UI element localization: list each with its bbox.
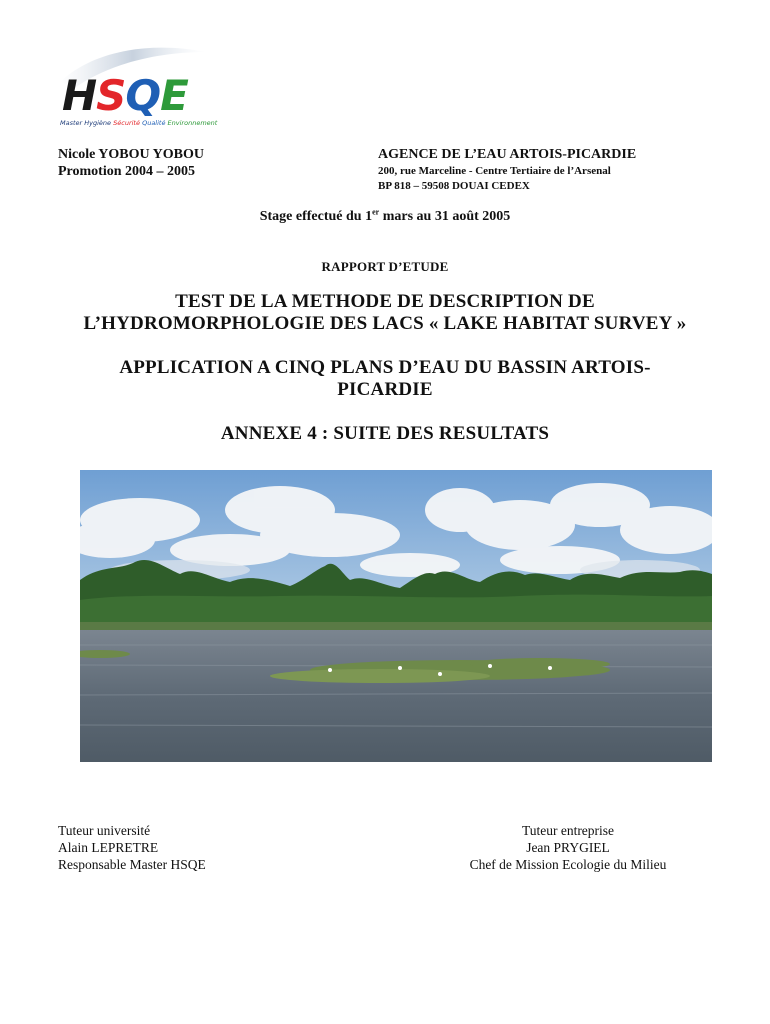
lake-photo (80, 470, 712, 762)
author-block (58, 146, 204, 180)
stage-dates (0, 209, 770, 225)
tagline-part4: Environnement (167, 119, 218, 127)
tutor-university-title: Responsable Master HSQE (58, 857, 206, 872)
stage-suffix: mars au 31 août 2005 (379, 209, 511, 224)
agency-block (378, 146, 636, 194)
agency-name: AGENCE DE L’EAU ARTOIS-PICARDIE (378, 147, 637, 162)
application-title-line2: PICARDIE (337, 379, 433, 400)
main-title-line1: TEST DE LA METHODE DE DESCRIPTION DE (175, 291, 595, 312)
tutor-company-title: Chef de Mission Ecologie du Milieu (469, 857, 667, 872)
stage-superscript: er (372, 207, 380, 217)
tagline-part3: Qualité (142, 119, 166, 127)
tagline-part1: Master Hygiène (60, 119, 112, 127)
report-type: RAPPORT D’ETUDE (321, 259, 449, 274)
main-title-line2: L’HYDROMORPHOLOGIE DES LACS « LAKE HABITAT SURVEY » (83, 313, 687, 334)
main-title (40, 291, 730, 335)
author-promotion: Promotion 2004 – 2005 (58, 164, 196, 179)
tutor-university-role: Tuteur université (58, 823, 151, 838)
svg-text:HSQE: HSQE (62, 71, 188, 120)
application-title-line1: APPLICATION A CINQ PLANS D’EAU DU BASSIN ARTOIS- (119, 357, 651, 378)
logo-tagline (60, 119, 230, 127)
tutor-company-name: Jean PRYGIEL (526, 840, 610, 855)
agency-address-line1: 200, rue Marceline - Centre Tertiaire de l’Arsenal (378, 165, 611, 177)
tutor-company-role: Tuteur entreprise (521, 823, 615, 838)
tutor-company (460, 822, 676, 873)
author-name: Nicole YOBOU YOBOU (58, 147, 204, 162)
tutor-university (58, 822, 206, 873)
stage-prefix: Stage effectué du 1 (259, 209, 373, 224)
tagline-part2: Sécurité (113, 119, 140, 127)
annexe-title: ANNEXE 4 : SUITE DES RESULTATS (220, 423, 550, 444)
tutor-university-name: Alain LEPRETRE (58, 840, 159, 855)
agency-address-line2: BP 818 – 59508 DOUAI CEDEX (378, 180, 530, 192)
hsqe-logo (56, 42, 216, 132)
application-title (40, 357, 730, 401)
